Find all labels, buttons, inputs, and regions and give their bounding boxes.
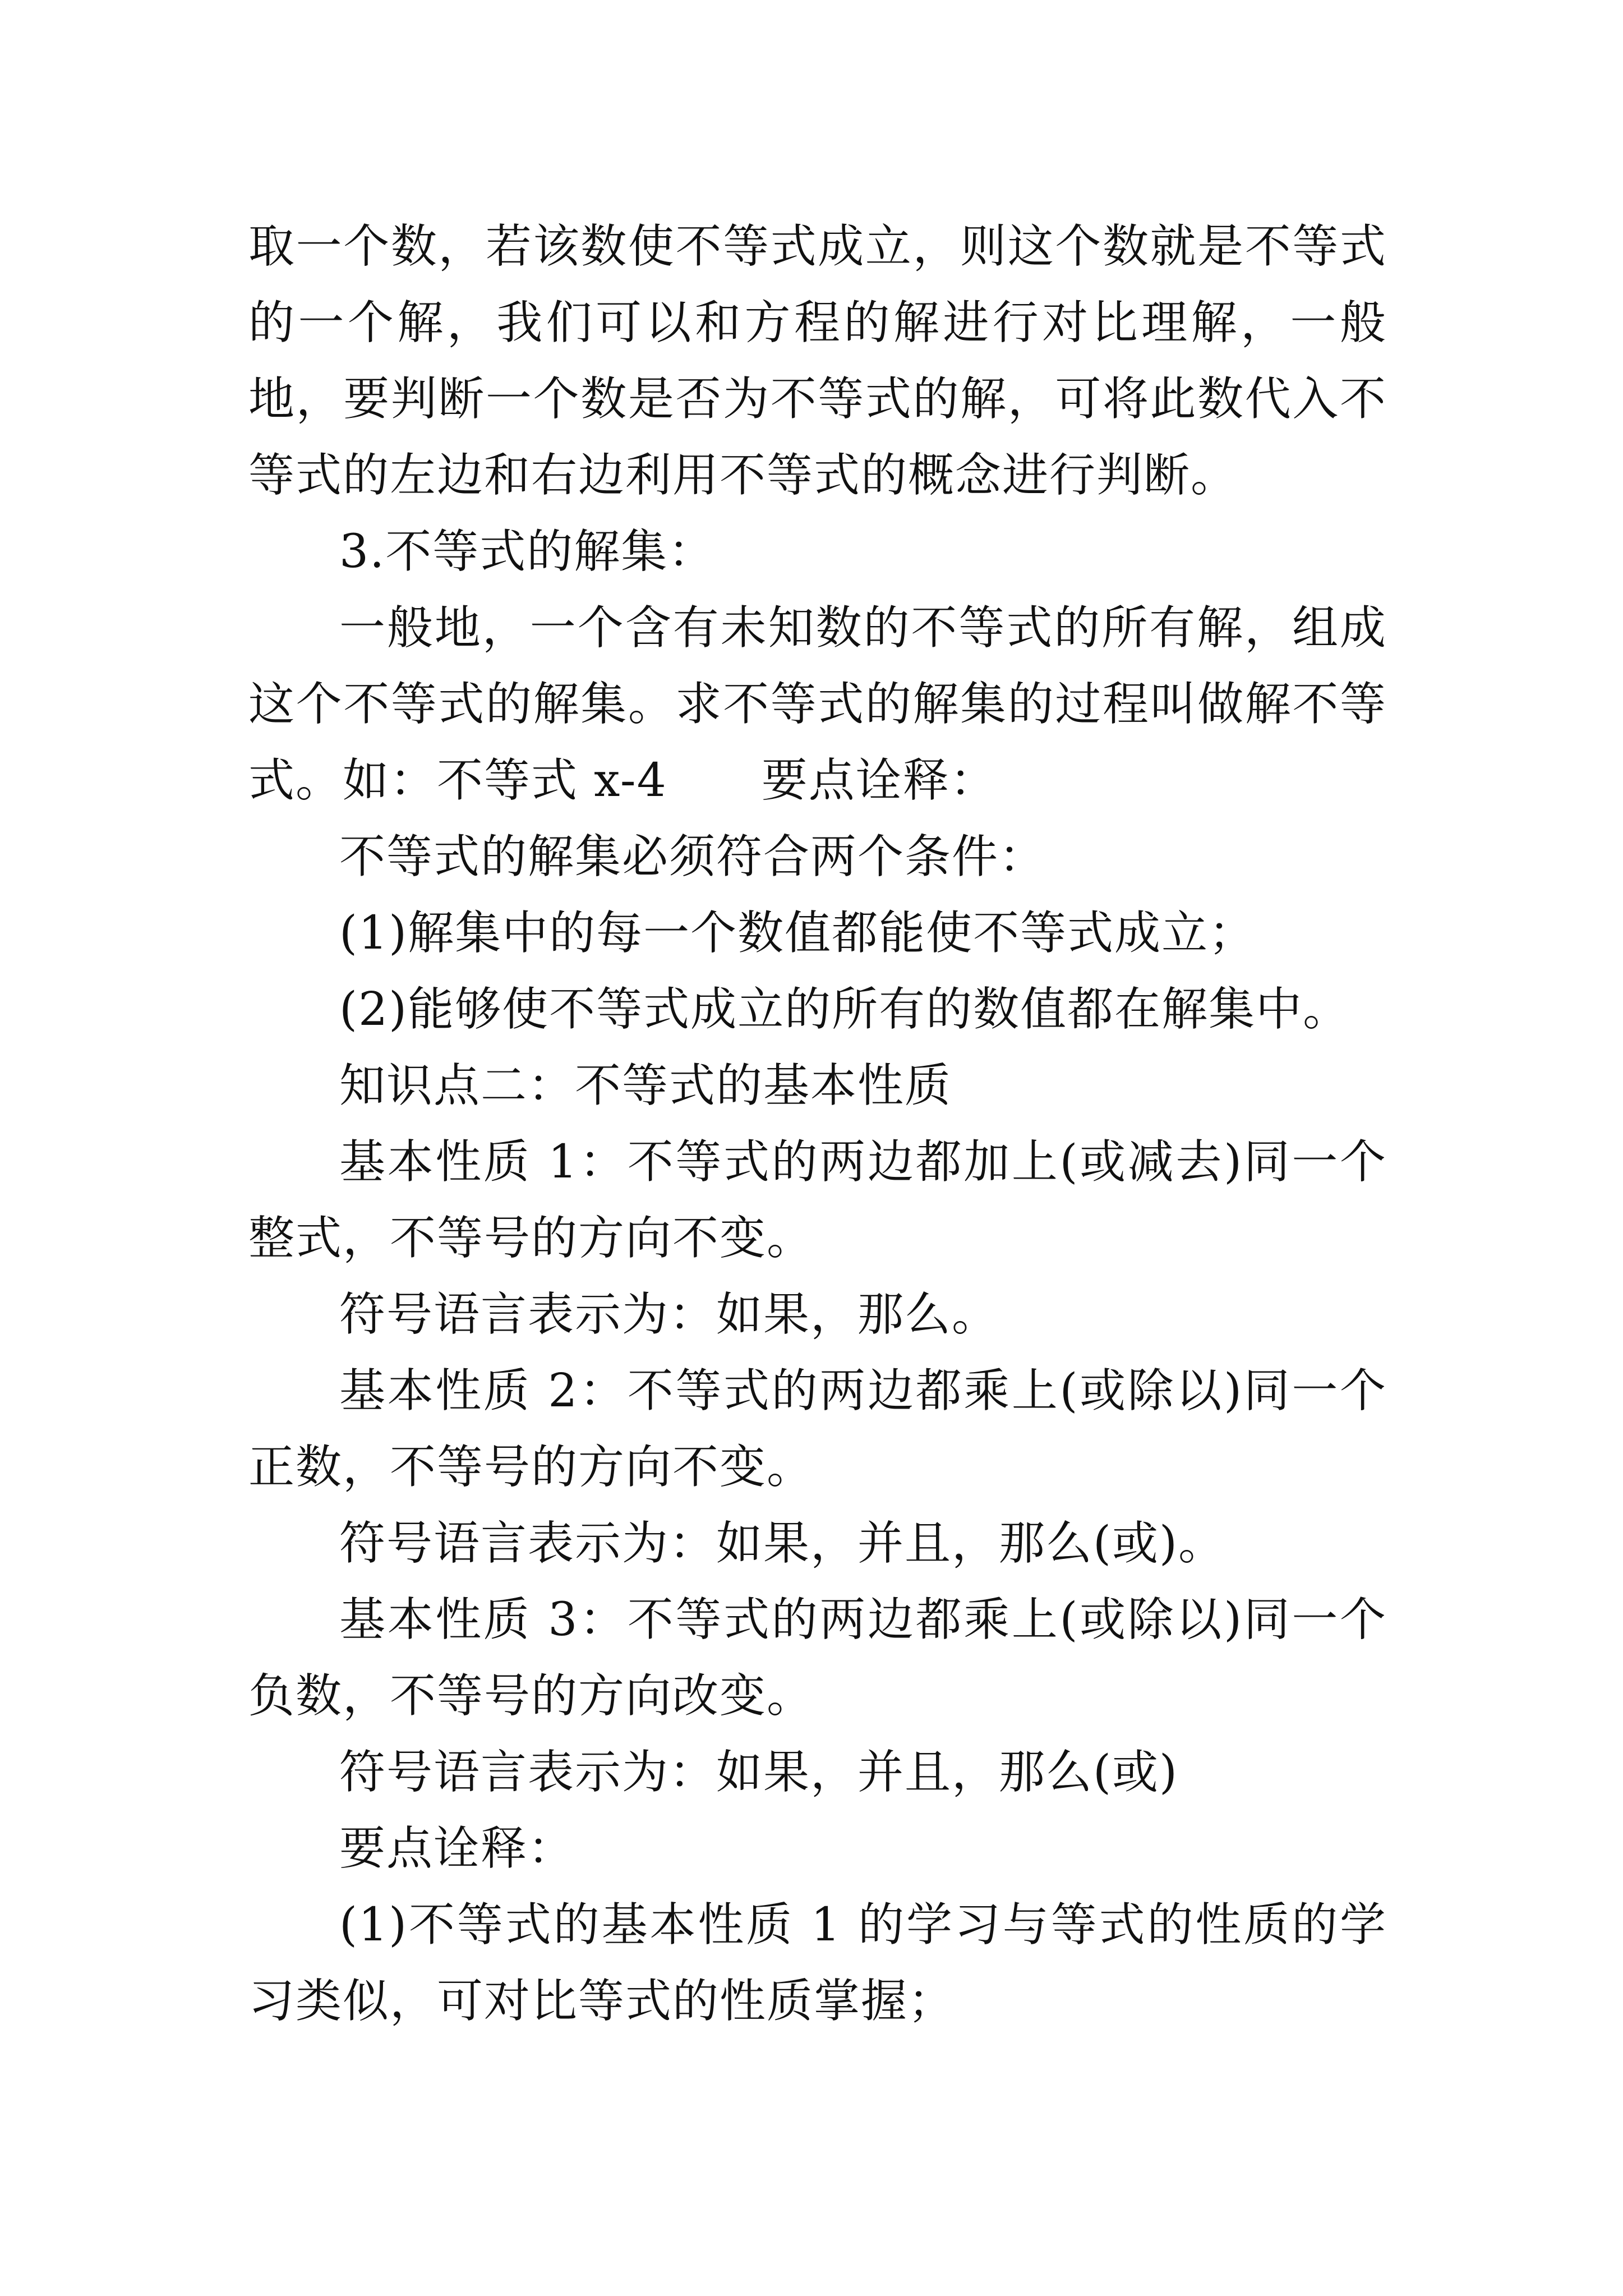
- paragraph-note-1: (1)不等式的基本性质 1 的学习与等式的性质的学习类似，可对比等式的性质掌握；: [248, 1898, 1387, 2028]
- paragraph-property-3: 基本性质 3：不等式的两边都乘上(或除以)同一个负数，不等号的方向改变。: [248, 1593, 1387, 1723]
- paragraph-conditions-intro: 不等式的解集必须符合两个条件：: [339, 830, 1046, 884]
- paragraph-property-1-symbolic: 符号语言表示为：如果，那么。: [339, 1288, 999, 1341]
- paragraph-condition-1: (1)解集中的每一个数值都能使不等式成立；: [339, 907, 1256, 960]
- heading-knowledge-point-2: 知识点二：不等式的基本性质: [339, 1059, 952, 1112]
- paragraph-solution-set-definition: 一般地，一个含有未知数的不等式的所有解，组成这个不等式的解集。求不等式的解集的过程叫做解不等式。如：不等式 x-4 要点诠释：: [248, 601, 1387, 807]
- paragraph-solution-intro: 取一个数，若该数使不等式成立，则这个数就是不等式的一个解，我们可以和方程的解进行对比理解，一般地，要判断一个数是否为不等式的解，可将此数代入不等式的左边和右边利用不等式的概念进行判断。: [248, 220, 1387, 502]
- paragraph-condition-2: (2)能够使不等式成立的所有的数值都在解集中。: [339, 983, 1350, 1036]
- paragraph-property-2: 基本性质 2：不等式的两边都乘上(或除以)同一个正数，不等号的方向不变。: [248, 1364, 1387, 1494]
- heading-key-notes: 要点诠释：: [339, 1822, 575, 1875]
- heading-solution-set: 3.不等式的解集：: [339, 525, 716, 578]
- paragraph-property-2-symbolic: 符号语言表示为：如果，并且，那么(或)。: [339, 1517, 1225, 1570]
- paragraph-property-3-symbolic: 符号语言表示为：如果，并且，那么(或): [339, 1746, 1178, 1799]
- paragraph-property-1: 基本性质 1：不等式的两边都加上(或减去)同一个整式，不等号的方向不变。: [248, 1135, 1387, 1265]
- document-body: [248, 209, 1387, 2040]
